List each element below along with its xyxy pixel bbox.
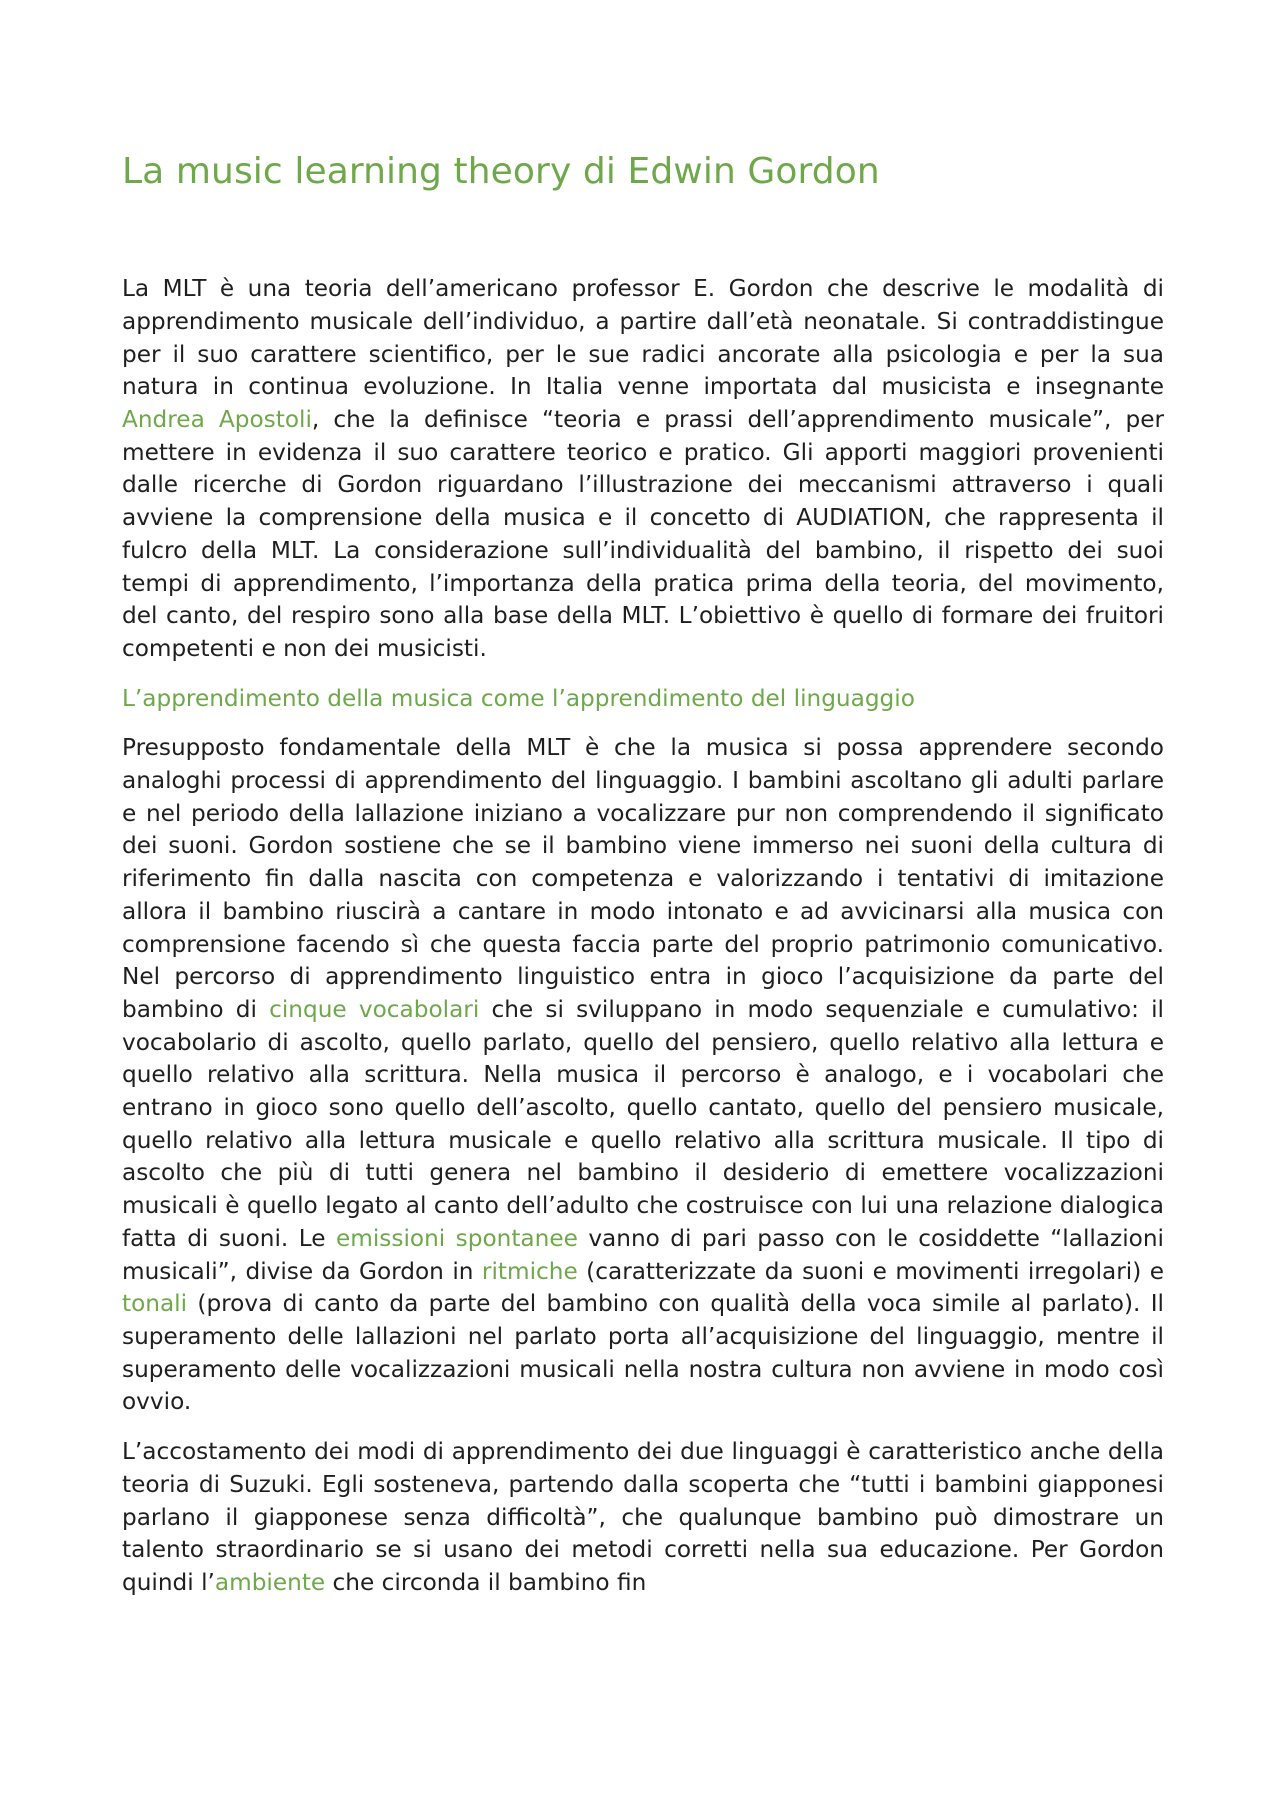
highlight-ritmiche: ritmiche xyxy=(481,1257,578,1285)
paragraph-intro xyxy=(122,273,1164,665)
highlight-andrea-apostoli: Andrea Apostoli xyxy=(122,406,312,433)
highlight-cinque-vocabolari: cinque vocabolari xyxy=(269,995,480,1023)
highlight-ambiente: ambiente xyxy=(214,1568,326,1596)
paragraph-text: La MLT è una teoria dell’americano professor E. Gordon che descrive le modalità di apprendimento musicale dell’individuo, a partire dall’età neonatale. Si contraddistingue per il suo carattere scientifico, per le sue radici ancorate alla psicologia e per la sua natura in continua evoluzione. In Italia venne importata dal musicista e insegnante xyxy=(122,275,1164,401)
paragraph-text: , che la definisce “teoria e prassi dell’apprendimento musicale”, per mettere in evidenza il suo carattere teorico e pratico. Gli apporti maggiori provenienti dalle ricerche di Gordon riguardano l’illustrazione dei meccanismi attraverso i quali avviene la comprensione della musica e il concetto di AUDIATION, che rappresenta il fulcro della MLT. La considerazione sull’individualità del bambino, il rispetto dei suoi tempi di apprendimento, l’importanza della pratica prima della teoria, del movimento, del canto, del respiro sono alla base della MLT. L’obiettivo è quello di formare dei fruitori competenti e non dei musicisti. xyxy=(122,406,1164,662)
paragraph-text: vanno di pari passo con le cosiddette “lallazioni musicali”, divise da Gordon in xyxy=(122,1224,1164,1285)
paragraph-text: (caratterizzate da suoni e movimenti irregolari) e xyxy=(577,1257,1164,1285)
highlight-emissioni-spontanee: emissioni spontanee xyxy=(335,1224,578,1252)
document-page xyxy=(122,150,1164,1617)
paragraph-text: (prova di canto da parte del bambino con qualità della voca simile al parlato). Il superamento delle lallazioni nel parlato porta all’acquisizione del linguaggio, mentre il superamento delle vocalizzazioni musicali nella nostra cultura non avviene in modo così ovvio. xyxy=(122,1290,1164,1416)
document-title: La music learning theory di Edwin Gordon xyxy=(122,151,880,192)
paragraph-text: che circonda il bambino fin xyxy=(325,1568,647,1596)
section-subheading: L’apprendimento della musica come l’apprendimento del linguaggio xyxy=(122,684,915,712)
paragraph-language-learning xyxy=(122,732,1164,1419)
paragraph-text: Presupposto fondamentale della MLT è che la musica si possa apprendere secondo analoghi processi di apprendimento del linguaggio. I bambini ascoltano gli adulti parlare e nel periodo della lallazione iniziano a vocalizzare pur non comprendendo il significato dei suoni. Gordon sostiene che se il bambino viene immerso nei suoni della cultura di riferimento fin dalla nascita con competenza e valorizzando i tentativi di imitazione allora il bambino riuscirà a cantare in modo intonato e ad avvicinarsi alla musica con comprensione facendo sì che questa faccia parte del proprio patrimonio comunicativo. Nel percorso di apprendimento linguistico entra in gioco l’acquisizione da parte del bambino di xyxy=(122,734,1164,1023)
paragraph-text: che si sviluppano in modo sequenziale e cumulativo: il vocabolario di ascolto, quello parlato, quello del pensiero, quello relativo alla lettura e quello relativo alla scrittura. Nella musica il percorso è analogo, e i vocabolari che entrano in gioco sono quello dell’ascolto, quello cantato, quello del pensiero musicale, quello relativo alla lettura musicale e quello relativo alla scrittura musicale. Il tipo di ascolto che più di tutti genera nel bambino il desiderio di emettere vocalizzazioni musicali è quello legato al canto dell’adulto che costruisce con lui una relazione dialogica fatta di suoni. Le xyxy=(122,995,1164,1252)
highlight-tonali: tonali xyxy=(122,1290,188,1318)
paragraph-suzuki xyxy=(122,1436,1164,1600)
paragraph-text: L’accostamento dei modi di apprendimento dei due linguaggi è caratteristico anche della teoria di Suzuki. Egli sosteneva, partendo dalla scoperta che “tutti i bambini giapponesi parlano il giapponese senza difficoltà”, che qualunque bambino può dimostrare un talento straordinario se si usano dei metodi corretti nella sua educazione. Per Gordon quindi l’ xyxy=(122,1438,1164,1596)
